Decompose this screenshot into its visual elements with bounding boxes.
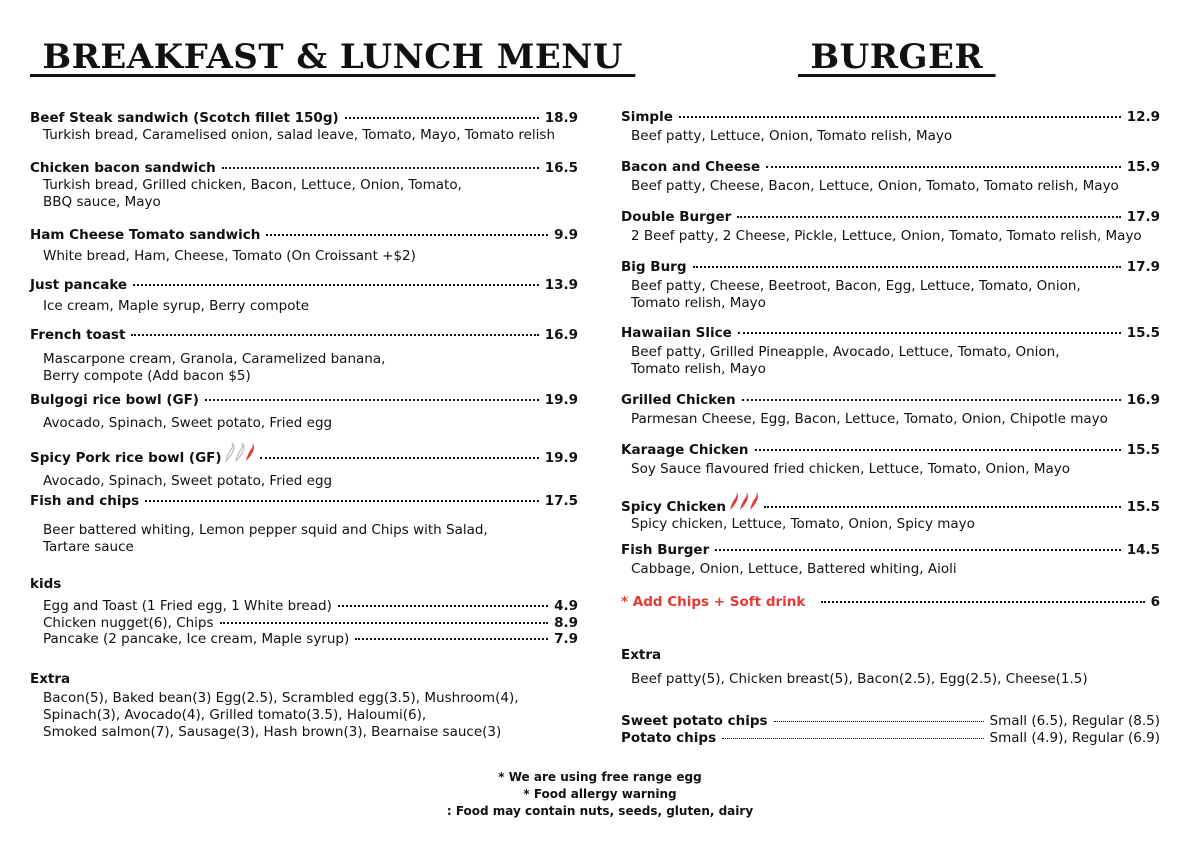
leader-dots — [133, 284, 539, 286]
item-name: Big Burg — [621, 259, 687, 275]
item-name: Ham Cheese Tomato sandwich — [30, 227, 261, 243]
menu-item-karaage-chicken — [621, 442, 1160, 478]
kids-section — [30, 576, 578, 648]
item-price: 18.9 — [544, 110, 578, 126]
footer-notes — [0, 769, 1200, 820]
item-description: Avocado, Spinach, Sweet potato, Fried egg — [43, 473, 333, 489]
menu-item-fish-and-chips — [30, 493, 578, 556]
leader-dots — [131, 334, 538, 336]
leader-dots — [764, 506, 1121, 508]
menu-item-big-burg — [621, 259, 1160, 312]
leader-dots — [355, 638, 548, 640]
sides-section — [621, 713, 1160, 746]
item-description: Beef patty, Grilled Pineapple, Avocado, Lettuce, Tomato, Onion, Tomato relish, Mayo — [631, 344, 1060, 377]
item-name: Sweet potato chips — [621, 713, 768, 729]
item-name: Potato chips — [621, 729, 717, 746]
menu-item-spicy-chicken — [621, 491, 1160, 533]
item-description: Soy Sauce flavoured fried chicken, Lettuce, Tomato, Onion, Mayo — [631, 461, 1070, 477]
item-price: 15.5 — [1126, 325, 1160, 341]
item-price: 16.5 — [544, 160, 578, 176]
item-name: Chicken bacon sandwich — [30, 160, 216, 176]
item-description: Parmesan Cheese, Egg, Bacon, Lettuce, Tomato, Onion, Chipotle mayo — [631, 411, 1108, 427]
item-price: 16.9 — [544, 327, 578, 343]
side-item — [621, 713, 1160, 730]
left-extra-section — [30, 671, 578, 741]
extra-description: Bacon(5), Baked bean(3) Egg(2.5), Scrambled egg(3.5), Mushroom(4), Spinach(3), Avocado(4), Grilled tomato(3.5), Haloumi(6), Smoked salmon(7), Sausage(3), Hash brown(3), Bearnaise sauce(3) — [43, 690, 519, 740]
item-description: Ice cream, Maple syrup, Berry compote — [43, 298, 310, 314]
item-price: 12.9 — [1126, 109, 1160, 125]
menu-item-french-toast — [30, 327, 578, 385]
item-description: Beer battered whiting, Lemon pepper squid and Chips with Salad, Tartare sauce — [43, 522, 488, 555]
leader-dots — [145, 500, 538, 502]
item-name: Hawaiian Slice — [621, 325, 732, 341]
item-name: Bacon and Cheese — [621, 159, 761, 175]
menu-item-spicy-pork-rice-bowl — [30, 442, 578, 490]
item-name: Karaage Chicken — [621, 442, 749, 458]
item-description: White bread, Ham, Cheese, Tomato (On Croissant +$2) — [43, 248, 416, 264]
side-item — [621, 730, 1160, 747]
leader-dots — [205, 399, 539, 401]
item-price: 15.9 — [1126, 159, 1160, 175]
kids-item — [30, 598, 578, 615]
item-name: Pancake (2 pancake, Ice cream, Maple syrup) — [43, 631, 350, 647]
item-price: 16.9 — [1126, 392, 1160, 408]
leader-dots — [220, 622, 549, 624]
item-price: 13.9 — [544, 277, 578, 293]
item-name: Bulgogi rice bowl (GF) — [30, 392, 199, 408]
free-range-egg-note: * We are using free range egg — [498, 770, 702, 784]
item-name: Spicy Pork rice bowl (GF) — [30, 450, 222, 466]
menu-item-bulgogi-rice-bowl — [30, 392, 578, 432]
extra-description: Beef patty(5), Chicken breast(5), Bacon(2.5), Egg(2.5), Cheese(1.5) — [631, 671, 1088, 687]
item-description: Beef patty, Lettuce, Onion, Tomato relish, Mayo — [631, 128, 953, 144]
item-description: Cabbage, Onion, Lettuce, Battered whiting, Aioli — [631, 561, 957, 577]
leader-dots — [345, 117, 539, 119]
combo-price: 6 — [1150, 594, 1160, 610]
leader-dots — [338, 605, 548, 607]
menu-item-hawaiian-slice — [621, 325, 1160, 378]
item-price: 17.5 — [544, 493, 578, 509]
menu-item-beef-steak-sandwich — [30, 110, 578, 144]
item-description: Beef patty, Cheese, Bacon, Lettuce, Onion, Tomato, Tomato relish, Mayo — [631, 178, 1119, 194]
item-description: Spicy chicken, Lettuce, Tomato, Onion, Spicy mayo — [631, 516, 975, 532]
item-description: Turkish bread, Grilled chicken, Bacon, Lettuce, Onion, Tomato, BBQ sauce, Mayo — [43, 177, 462, 210]
item-price: Small (6.5), Regular (8.5) — [989, 713, 1160, 729]
item-description: Turkish bread, Caramelised onion, salad leave, Tomato, Mayo, Tomato relish — [43, 127, 555, 143]
item-name: Fish Burger — [621, 542, 710, 558]
item-price: 15.5 — [1126, 499, 1160, 515]
extra-title: Extra — [30, 671, 71, 687]
leader-dots — [755, 449, 1121, 451]
leader-dots — [738, 332, 1121, 334]
leader-dots — [679, 116, 1121, 118]
chili-1-of-3-icon — [224, 442, 254, 462]
leader-dots — [766, 166, 1121, 168]
item-price: 9.9 — [554, 227, 578, 243]
leader-dots — [737, 216, 1120, 218]
item-description: 2 Beef patty, 2 Cheese, Pickle, Lettuce, Onion, Tomato, Tomato relish, Mayo — [631, 228, 1142, 244]
kids-item — [30, 615, 578, 632]
kids-item — [30, 631, 578, 648]
right-extra-section — [621, 647, 1160, 688]
item-name: Chicken nugget(6), Chips — [43, 614, 214, 631]
item-description: Mascarpone cream, Granola, Caramelized banana, Berry compote (Add bacon $5) — [43, 351, 386, 384]
chili-3-of-3-icon — [728, 491, 758, 511]
item-name: Beef Steak sandwich (Scotch fillet 150g) — [30, 110, 339, 126]
item-price: 4.9 — [554, 598, 578, 614]
item-price: 15.5 — [1126, 442, 1160, 458]
item-description: Beef patty, Cheese, Beetroot, Bacon, Egg, Lettuce, Tomato, Onion, Tomato relish, Mayo — [631, 278, 1081, 311]
item-price: 8.9 — [554, 614, 578, 631]
allergy-warning-note: * Food allergy warning — [523, 787, 677, 801]
menu-item-simple — [621, 109, 1160, 145]
menu-item-double-burger — [621, 209, 1160, 245]
leader-dots — [260, 457, 539, 459]
item-price: Small (4.9), Regular (6.9) — [989, 729, 1160, 746]
menu-item-fish-burger — [621, 542, 1160, 578]
allergy-detail-note: : Food may contain nuts, seeds, gluten, dairy — [446, 804, 754, 818]
item-price: 17.9 — [1126, 259, 1160, 275]
item-name: Spicy Chicken — [621, 499, 727, 515]
item-name: Grilled Chicken — [621, 392, 736, 408]
leader-dots — [742, 399, 1121, 401]
menu-item-grilled-chicken — [621, 392, 1160, 428]
item-price: 17.9 — [1126, 209, 1160, 225]
leader-dots — [774, 721, 984, 722]
item-price: 14.5 — [1126, 542, 1160, 558]
menu-item-just-pancake — [30, 277, 578, 315]
item-description: Avocado, Spinach, Sweet potato, Fried egg — [43, 415, 333, 431]
item-price: 19.9 — [544, 392, 578, 408]
item-price: 19.9 — [544, 450, 578, 466]
burger-heading: BURGER — [798, 37, 996, 77]
leader-dots — [693, 266, 1121, 268]
combo-name: * Add Chips + Soft drink — [621, 594, 806, 610]
extra-title: Extra — [621, 647, 662, 663]
menu-item-bacon-and-cheese — [621, 159, 1160, 195]
leader-dots — [722, 738, 983, 739]
leader-dots — [266, 234, 548, 236]
item-name: Simple — [621, 109, 673, 125]
menu-item-chicken-bacon-sandwich — [30, 160, 578, 211]
item-name: Fish and chips — [30, 493, 140, 509]
menu-item-ham-cheese-tomato-sandwich — [30, 227, 578, 265]
item-name: French toast — [30, 327, 126, 343]
item-name: Double Burger — [621, 209, 732, 225]
combo-add-chips-soft-drink — [621, 594, 1160, 611]
item-price: 7.9 — [554, 631, 578, 647]
item-name: Egg and Toast (1 Fried egg, 1 White bread) — [43, 598, 332, 614]
leader-dots — [821, 601, 1144, 603]
leader-dots — [715, 549, 1120, 551]
breakfast-lunch-heading: BREAKFAST & LUNCH MENU — [30, 37, 636, 77]
item-name: Just pancake — [30, 277, 128, 293]
kids-title: kids — [30, 576, 62, 592]
leader-dots — [222, 167, 539, 169]
